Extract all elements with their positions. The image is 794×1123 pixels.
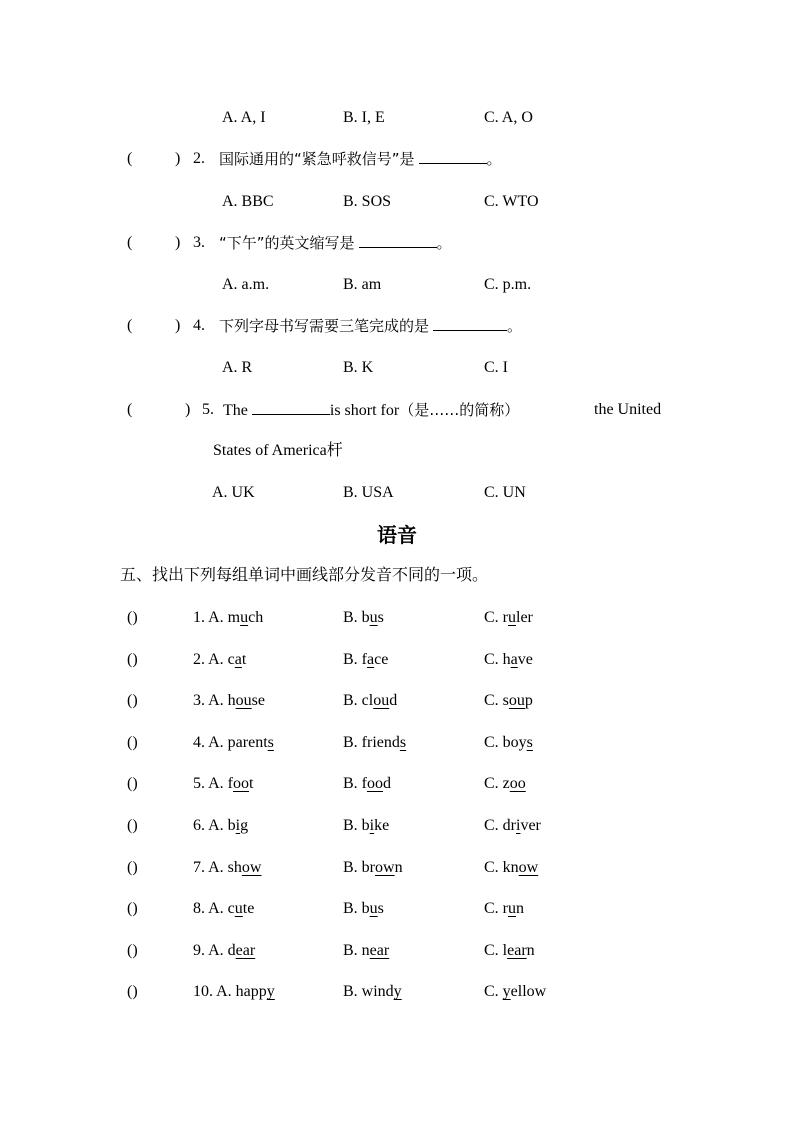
bracket-close: ) — [175, 317, 181, 334]
word-option-b: B. windy — [343, 983, 402, 1001]
q5-blank[interactable] — [252, 398, 330, 415]
q1-option-c: C. A, O — [484, 109, 533, 126]
q2-blank[interactable] — [419, 147, 487, 164]
word-option-b: B. bus — [343, 609, 384, 626]
q2-option-a: A. BBC — [222, 193, 274, 210]
q3-options — [0, 273, 794, 297]
q5-stem-b: is short for — [329, 402, 400, 419]
phonics-row — [0, 939, 794, 963]
word-option-a: house — [227, 692, 265, 710]
section-title: 语音 — [377, 523, 417, 547]
answer-bracket[interactable] — [127, 648, 138, 672]
word-option-a: dear — [227, 941, 256, 959]
q1-option-b: B. I, E — [343, 109, 385, 126]
q1-option-a: A. A, I — [222, 109, 266, 126]
bracket-close: ) — [185, 401, 191, 418]
q5-stem-c: the United — [594, 401, 662, 418]
q5-options — [0, 481, 794, 505]
answer-bracket[interactable] — [127, 856, 138, 880]
answer-bracket[interactable] — [127, 980, 138, 1004]
answer-bracket[interactable] — [127, 606, 138, 630]
bracket-close: ) — [132, 817, 138, 834]
bracket-close: ) — [175, 150, 181, 167]
q2-stem: 国际通用的“紧急呼救信号”是 — [219, 150, 415, 168]
word-option-c: C. driver — [484, 817, 541, 834]
bracket-open: ( — [127, 941, 133, 959]
q4-tail: 。 — [507, 317, 523, 335]
bracket-open: ( — [127, 858, 133, 876]
phonics-number: 3. A. house — [193, 692, 265, 710]
bracket-close: ) — [132, 858, 138, 876]
phonics-row — [0, 814, 794, 838]
answer-bracket[interactable] — [127, 772, 138, 796]
word-option-b: B. brown — [343, 858, 403, 876]
bracket-close: ) — [132, 900, 138, 918]
word-option-b: B. bike — [343, 817, 390, 834]
bracket-open: ( — [127, 150, 133, 167]
word-option-b: B. face — [343, 650, 389, 668]
bracket-open: ( — [127, 775, 133, 793]
phonics-row — [0, 980, 794, 1004]
q5-stem-a: The — [223, 402, 248, 419]
phonics-number: 2. A. cat — [193, 650, 247, 668]
section-heading: 五、找出下列每组单词中画线部分发音不同的一项。 — [120, 565, 489, 584]
bracket-open: ( — [127, 817, 133, 834]
q1-options — [0, 106, 794, 130]
q2-text — [219, 147, 502, 172]
bracket-open: ( — [127, 692, 133, 710]
word-option-c: C. soup — [484, 692, 533, 710]
phonics-number: 10. A. happy — [193, 983, 275, 1001]
q5-option-b: B. USA — [343, 484, 394, 501]
word-option-c: C. yellow — [484, 983, 547, 1001]
word-option-c: C. boys — [484, 733, 533, 751]
word-option-c: C. zoo — [484, 775, 526, 793]
word-option-a: cute — [227, 900, 255, 918]
bracket-close: ) — [132, 609, 138, 626]
q5-number: 5. — [202, 401, 214, 418]
q3-blank[interactable] — [359, 231, 437, 248]
word-option-b: B. cloud — [343, 692, 398, 710]
phonics-number: 5. A. foot — [193, 775, 254, 793]
bracket-close: ) — [132, 941, 138, 959]
q3-option-a: A. a.m. — [222, 276, 270, 293]
q5-option-a: A. UK — [212, 484, 255, 501]
word-option-c: C. ruler — [484, 609, 533, 626]
q3-tail: 。 — [436, 234, 452, 252]
phonics-row — [0, 689, 794, 713]
q3-option-b: B. am — [343, 276, 382, 293]
word-option-a: happy — [235, 983, 275, 1001]
q2-option-c: C. WTO — [484, 193, 539, 210]
word-option-b: B. near — [343, 941, 390, 959]
q5-stem-cn: （是……的简称） — [399, 401, 520, 419]
phonics-row — [0, 772, 794, 796]
q4-text — [219, 314, 522, 339]
word-option-c: C. know — [484, 858, 539, 876]
bracket-open: ( — [127, 609, 133, 626]
q5-question — [0, 398, 794, 422]
bracket-close: ) — [132, 650, 138, 668]
q5-stem-line2: States of America杆 — [213, 442, 343, 459]
q4-number: 4. — [193, 317, 205, 334]
q2-tail: 。 — [486, 150, 502, 168]
word-option-c: C. have — [484, 650, 533, 668]
answer-bracket[interactable] — [127, 897, 138, 921]
word-option-b: B. food — [343, 775, 391, 793]
word-option-a: show — [227, 858, 262, 876]
q5-option-c: C. UN — [484, 484, 526, 501]
bracket-close: ) — [132, 733, 138, 751]
q2-option-b: B. SOS — [343, 193, 392, 210]
phonics-number: 7. A. show — [193, 858, 262, 876]
phonics-number: 1. A. much — [193, 609, 264, 626]
q4-option-b: B. K — [343, 359, 374, 376]
bracket-open: ( — [127, 900, 133, 918]
word-option-c: C. run — [484, 900, 524, 918]
bracket-open: ( — [127, 983, 133, 1001]
answer-bracket[interactable] — [127, 689, 138, 713]
q2-number: 2. — [193, 150, 205, 167]
q4-option-a: A. R — [222, 359, 253, 376]
phonics-row — [0, 648, 794, 672]
word-option-b: B. friends — [343, 733, 407, 751]
phonics-number: 9. A. dear — [193, 941, 256, 959]
bracket-open: ( — [127, 401, 133, 418]
q4-stem: 下列字母书写需要三笔完成的是 — [219, 317, 430, 335]
q3-option-c: C. p.m. — [484, 276, 532, 293]
q4-question — [0, 314, 794, 338]
bracket-open: ( — [127, 650, 133, 668]
bracket-close: ) — [132, 775, 138, 793]
q3-text — [219, 231, 452, 256]
bracket-close: ) — [175, 234, 181, 251]
word-option-a: big — [227, 817, 249, 834]
word-option-a: much — [227, 609, 264, 626]
q4-option-c: C. I — [484, 359, 508, 376]
phonics-row — [0, 856, 794, 880]
word-option-a: foot — [227, 775, 254, 793]
q4-options — [0, 356, 794, 380]
bracket-close: ) — [132, 692, 138, 710]
phonics-row — [0, 897, 794, 921]
answer-bracket[interactable] — [127, 731, 138, 755]
bracket-close: ) — [132, 983, 138, 1001]
phonics-number: 8. A. cute — [193, 900, 255, 918]
q5-line2 — [0, 439, 794, 463]
bracket-open: ( — [127, 733, 133, 751]
answer-bracket[interactable] — [127, 814, 138, 838]
q3-stem: “下午”的英文缩写是 — [219, 234, 355, 252]
word-option-a: cat — [227, 650, 247, 668]
q3-question — [0, 231, 794, 255]
phonics-row — [0, 606, 794, 630]
q3-number: 3. — [193, 234, 205, 251]
answer-bracket[interactable] — [127, 939, 138, 963]
q2-question — [0, 147, 794, 171]
bracket-open: ( — [127, 234, 133, 251]
q4-blank[interactable] — [433, 314, 507, 331]
phonics-number: 4. A. parents — [193, 733, 274, 751]
q2-options — [0, 190, 794, 214]
word-option-b: B. bus — [343, 900, 384, 918]
bracket-open: ( — [127, 317, 133, 334]
phonics-number: 6. A. big — [193, 817, 249, 834]
q5-text — [223, 398, 519, 423]
word-option-a: parents — [227, 733, 274, 751]
word-option-c: C. learn — [484, 941, 535, 959]
phonics-row — [0, 731, 794, 755]
